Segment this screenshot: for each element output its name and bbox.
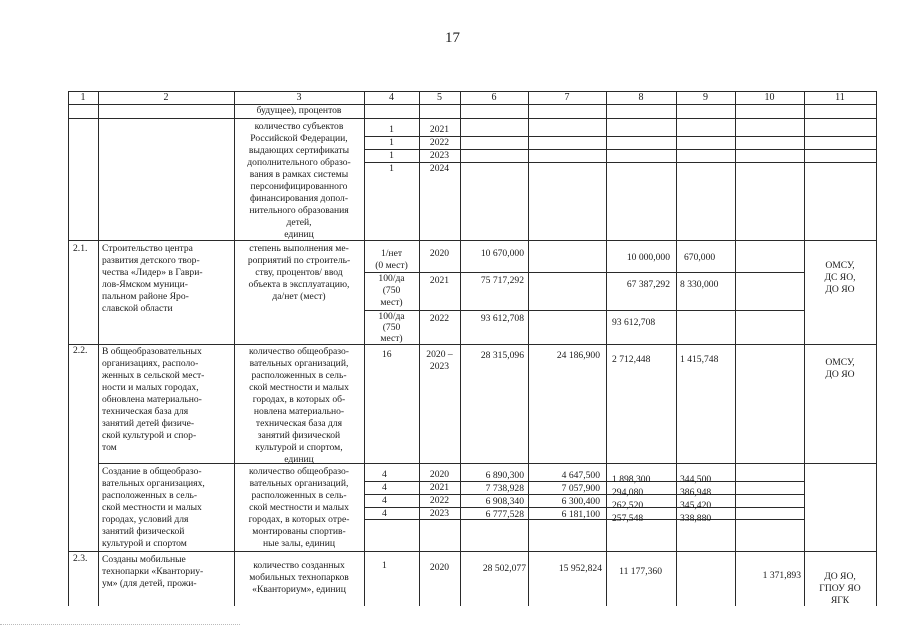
indicator-line: роприятий по строитель- xyxy=(247,255,351,266)
amount-total: 28 502,077 xyxy=(482,563,526,574)
indicator-line: дополнительного образо- xyxy=(247,157,351,168)
year-cell: 2021 xyxy=(429,482,450,493)
amount-total: 75 717,292 xyxy=(480,275,524,286)
year-cell: 2022 xyxy=(429,137,450,148)
indicator-line: выдающих сертификаты xyxy=(248,145,350,156)
page-number: 17 xyxy=(445,30,460,46)
target-value: 16 xyxy=(382,349,392,360)
indicator-line: «Кванториум», единиц xyxy=(252,584,346,595)
header-col-4: 4 xyxy=(389,92,394,103)
amount-extrabudget: 1 371,893 xyxy=(762,570,801,581)
measure-line: ум» (для детей, прожи- xyxy=(102,578,197,589)
indicator-line: вательных организаций, xyxy=(249,478,349,489)
indicator-line: количество общеобразо- xyxy=(249,346,349,357)
executor: ДО ЯО xyxy=(825,284,855,295)
amount-regional: 1 898,300 xyxy=(612,474,651,485)
measure-line: Создание в общеобразо- xyxy=(102,466,202,477)
row-divider xyxy=(364,310,804,311)
indicator-line: расположенных в сель- xyxy=(251,370,347,381)
indicator-line: вания в рамках системы xyxy=(249,169,349,180)
year-cell: 2020 xyxy=(429,562,450,573)
target-value: 1 xyxy=(389,163,394,174)
amount-total: 6 890,300 xyxy=(485,470,524,481)
measure-line: ности и малых городах, xyxy=(102,382,199,393)
measure-line: славской области xyxy=(102,303,173,314)
year-cell: 2024 xyxy=(429,163,450,174)
col-border xyxy=(528,91,529,606)
header-bottom-border xyxy=(68,104,876,105)
header-col-1: 1 xyxy=(80,92,86,103)
year-cell: 2022 xyxy=(429,313,450,324)
measure-line: занятий физической xyxy=(102,526,185,537)
measure-line: лов-Ямском муници- xyxy=(102,279,188,290)
executor: ОМСУ, xyxy=(825,357,855,368)
target-value: (750 xyxy=(382,322,401,333)
target-value: (0 мест) xyxy=(375,260,408,271)
col-border xyxy=(876,91,877,606)
amount-total: 10 670,000 xyxy=(480,248,524,259)
target-value: 1 xyxy=(382,560,387,571)
indicator-line: ской местности и малых xyxy=(249,502,349,513)
header-col-10: 10 xyxy=(764,92,775,103)
measure-line: обновлена материально- xyxy=(102,394,202,405)
measure-line: чества «Лидер» в Гаври- xyxy=(102,267,203,278)
target-value: мест) xyxy=(380,297,403,308)
row-divider xyxy=(68,118,876,119)
target-value: 1/нет xyxy=(380,248,403,259)
row-divider xyxy=(98,463,876,464)
header-col-5: 5 xyxy=(437,92,442,103)
measure-line: городах, условий для xyxy=(102,514,189,525)
indicator-text: будущее), процентов xyxy=(256,105,342,116)
indicator-line: городах, в которых отре- xyxy=(248,514,350,525)
header-col-2: 2 xyxy=(163,92,169,103)
col-border xyxy=(98,91,99,606)
amount-federal: 6 300,400 xyxy=(561,496,600,507)
year-cell: 2020 – xyxy=(426,349,453,360)
measure-line: техническая база для xyxy=(102,406,189,417)
executor: ЯГК xyxy=(830,595,850,606)
row-number: 2.2. xyxy=(73,345,88,356)
row-number: 2.3. xyxy=(73,553,88,564)
measure-line: Созданы мобильные xyxy=(102,554,186,565)
indicator-line: единиц xyxy=(284,454,314,465)
measure-line: ской культурой и спор- xyxy=(102,430,197,441)
indicator-line: Российской Федерации, xyxy=(250,133,348,144)
header-col-8: 8 xyxy=(638,92,644,103)
target-value: 4 xyxy=(382,482,387,493)
header-col-6: 6 xyxy=(491,92,497,103)
indicator-line: ской местности и малых xyxy=(249,382,349,393)
amount-regional: 67 387,292 xyxy=(626,279,670,290)
amount-federal: 6 181,100 xyxy=(561,509,600,520)
indicator-line: количество субъектов xyxy=(254,121,344,132)
amount-federal: 24 186,900 xyxy=(556,350,600,361)
indicator-line: нительного образования xyxy=(249,205,349,216)
executor: ДС ЯО, xyxy=(824,272,856,283)
indicator-line: расположенных в сель- xyxy=(251,490,347,501)
target-value: 4 xyxy=(382,508,387,519)
amount-local: 345,420 xyxy=(680,500,712,511)
target-value: 100/да xyxy=(378,311,405,322)
row-divider xyxy=(68,240,876,241)
indicator-line: количество общеобразо- xyxy=(249,466,349,477)
year-cell: 2020 xyxy=(429,469,450,480)
target-value: 1 xyxy=(389,150,394,161)
measure-line: том xyxy=(102,442,117,453)
amount-federal: 15 952,824 xyxy=(558,563,602,574)
amount-local: 1 415,748 xyxy=(680,354,719,365)
target-value: 100/да xyxy=(378,273,405,284)
year-cell: 2022 xyxy=(429,495,450,506)
indicator-line: новлена материально- xyxy=(253,406,345,417)
measure-line: пальном районе Яро- xyxy=(102,291,189,302)
indicator-line: культурой и спортом, xyxy=(255,442,343,453)
target-value: 4 xyxy=(382,495,387,506)
amount-local: 386,948 xyxy=(680,487,712,498)
indicator-line: монтированы спортив- xyxy=(252,526,346,537)
amount-total: 6 777,528 xyxy=(485,509,524,520)
indicator-line: финансирования допол- xyxy=(249,193,349,204)
year-cell: 2020 xyxy=(429,248,450,259)
indicator-line: единиц xyxy=(284,229,314,240)
indicator-line: вательных организаций, xyxy=(249,358,349,369)
indicator-line: ству, процентов/ ввод xyxy=(255,267,343,278)
indicator-line: городах, в которых об- xyxy=(252,394,346,405)
measure-line: расположенных в сель- xyxy=(102,490,198,501)
amount-total: 93 612,708 xyxy=(480,313,524,324)
target-value: 1 xyxy=(389,137,394,148)
indicator-line: степень выполнения ме- xyxy=(249,243,349,254)
measure-line: вательных организациях, xyxy=(102,478,205,489)
target-value: 1 xyxy=(389,124,394,135)
target-value: 4 xyxy=(382,469,387,480)
amount-regional: 2 712,448 xyxy=(612,354,651,365)
col-border xyxy=(804,91,805,606)
measure-line: Строительство центра xyxy=(102,243,193,254)
amount-total: 6 908,340 xyxy=(485,496,524,507)
amount-federal: 4 647,500 xyxy=(561,470,600,481)
col-border xyxy=(606,91,607,606)
indicator-line: объекта в эксплуатацию, xyxy=(248,279,350,290)
indicator-line: занятий физической xyxy=(257,430,341,441)
year-cell: 2023 xyxy=(429,361,450,372)
amount-local: 338,880 xyxy=(680,513,712,524)
measure-line: организациях, располо- xyxy=(102,358,199,369)
executor: ДО ЯО, xyxy=(824,571,856,582)
year-cell: 2021 xyxy=(429,275,450,286)
indicator-line: персонифицированного xyxy=(250,181,348,192)
amount-regional: 11 177,360 xyxy=(619,566,662,577)
amount-regional: 257,548 xyxy=(612,513,644,524)
amount-local: 344,500 xyxy=(680,474,712,485)
year-cell: 2021 xyxy=(429,124,450,135)
measure-line: занятий детей физиче- xyxy=(102,418,195,429)
measure-line: В общеобразовательных xyxy=(102,346,202,357)
target-value: мест) xyxy=(380,333,403,344)
header-col-7: 7 xyxy=(564,92,570,103)
col-border xyxy=(676,91,677,606)
amount-total: 28 315,096 xyxy=(480,350,524,361)
year-cell: 2023 xyxy=(429,508,450,519)
amount-local: 8 330,000 xyxy=(680,279,719,290)
indicator-line: количество созданных xyxy=(253,560,345,571)
amount-regional: 10 000,000 xyxy=(626,252,670,263)
amount-local: 670,000 xyxy=(684,252,716,263)
row-number: 2.1. xyxy=(73,243,88,254)
indicator-line: мобильных технопарков xyxy=(249,572,349,583)
col-border xyxy=(68,91,69,606)
measure-line: женных в сельской мест- xyxy=(102,370,205,381)
amount-federal: 7 057,900 xyxy=(561,483,600,494)
indicator-line: детей, xyxy=(286,217,312,228)
executor: ОМСУ, xyxy=(825,260,855,271)
row-divider xyxy=(68,344,876,345)
amount-regional: 262,520 xyxy=(612,500,644,511)
header-col-3: 3 xyxy=(296,92,302,103)
col-border xyxy=(460,91,461,606)
indicator-line: да/нет (мест) xyxy=(272,291,326,302)
col-border xyxy=(735,91,736,606)
header-col-9: 9 xyxy=(703,92,708,103)
scan-artifact xyxy=(0,624,240,625)
indicator-line: техническая база для xyxy=(255,418,343,429)
amount-regional: 294,080 xyxy=(612,487,644,498)
header-col-11: 11 xyxy=(835,92,845,103)
measure-line: ской местности и малых xyxy=(102,502,202,513)
executor: ГПОУ ЯО xyxy=(819,583,861,594)
target-value: (750 xyxy=(382,285,401,296)
year-cell: 2023 xyxy=(429,150,450,161)
measure-line: культурой и спортом xyxy=(102,538,187,549)
measure-line: технопарки «Кванториу- xyxy=(102,566,204,577)
executor: ДО ЯО xyxy=(825,369,855,380)
amount-regional: 93 612,708 xyxy=(612,317,656,328)
row-divider xyxy=(364,272,804,273)
indicator-line: ные залы, единиц xyxy=(263,538,335,549)
row-divider xyxy=(68,551,876,552)
amount-total: 7 738,928 xyxy=(485,483,524,494)
measure-line: развития детского твор- xyxy=(102,255,200,266)
